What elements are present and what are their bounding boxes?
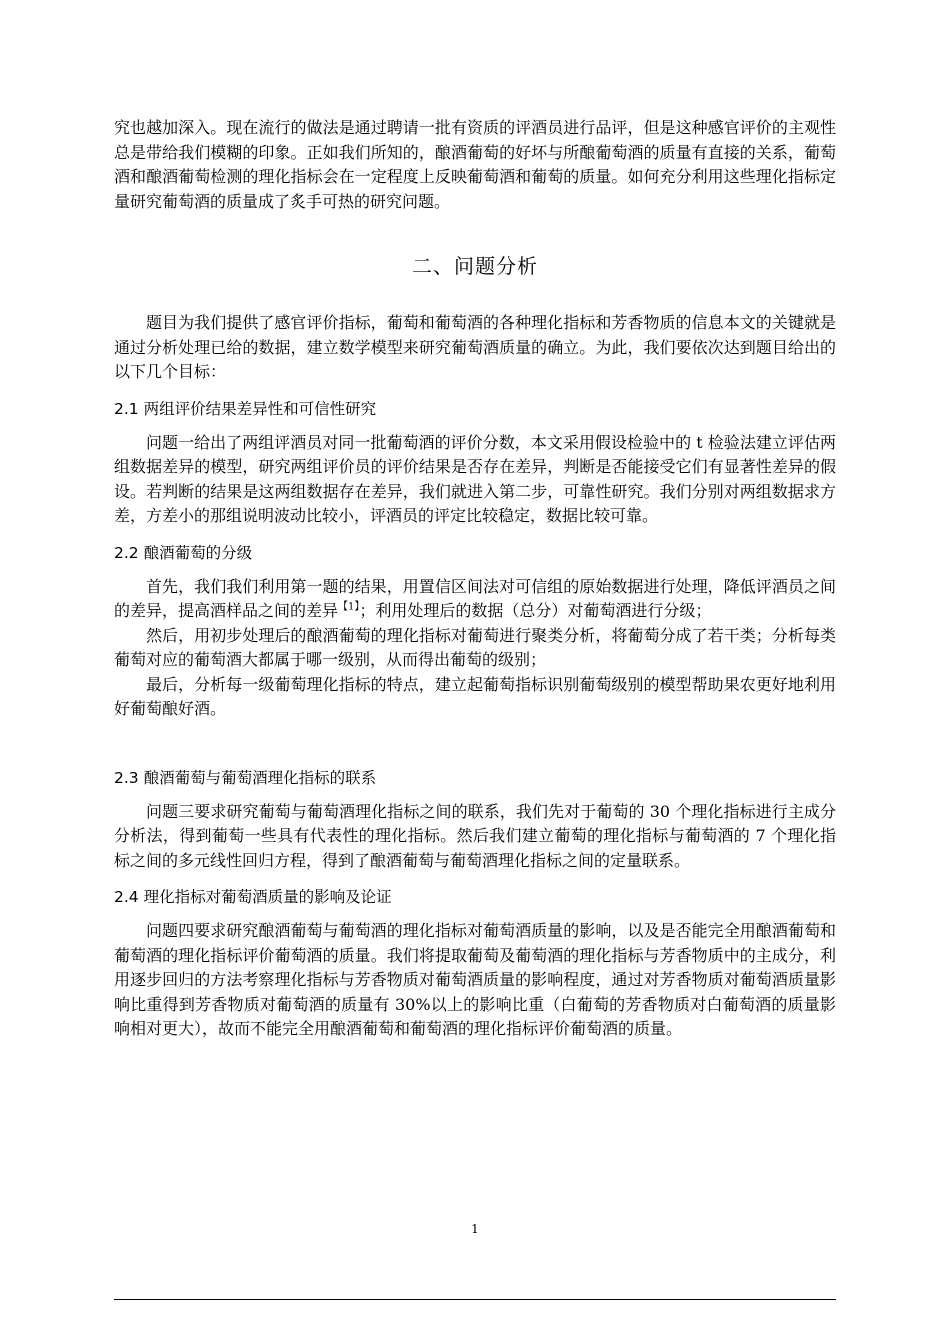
subsection-2-2-paragraph-2: 然后，用初步处理后的酿酒葡萄的理化指标对葡萄进行聚类分析，将葡萄分成了若干类；分析每类葡萄对应的葡萄酒大都属于哪一级别，从而得出葡萄的级别；	[114, 625, 836, 669]
citation-ref-1: 【1】	[338, 601, 360, 613]
subsection-2-4-heading: 2.4 理化指标对葡萄酒质量的影响及论证	[114, 888, 392, 906]
subsection-2-2-paragraph-1	[114, 575, 836, 624]
subsection-2-1-body: 问题一给出了两组评酒员对同一批葡萄酒的评价分数，本文采用假设检验中的 t 检验法建立评估两组数据差异的模型，研究两组评价员的评价结果是否存在差异，判断是否能接受它们有显著性差异的假设。若判断的结果是这两组数据存在差异，我们就进入第二步，可靠性研究。我们分别对两组数据求方差，方差小的那组说明波动比较小，评酒员的评定比较稳定，数据比较可靠。	[114, 432, 836, 525]
subsection-2-2-heading: 2.2 酿酒葡萄的分级	[114, 543, 253, 562]
subsection-2-3-heading: 2.3 酿酒葡萄与葡萄酒理化指标的联系	[114, 768, 377, 787]
p1-text-after-ref: ；利用处理后的数据（总分）对葡萄酒进行分级；	[359, 601, 712, 620]
p1-text-before-ref: 首先，我们我们利用第一题的结果，用置信区间法对可信组的原始数据进行处理，降低评酒员之间的差异，提高酒样品之间的差异	[114, 576, 836, 620]
section-intro-paragraph: 题目为我们提供了感官评价指标，葡萄和葡萄酒的各种理化指标和芳香物质的信息本文的关键就是通过分析处理已给的数据，建立数学模型来研究葡萄酒质量的确立。为此，我们要依次达到题目给出的以下几个目标：	[114, 313, 836, 381]
subsection-2-3-body: 问题三要求研究葡萄与葡萄酒理化指标之间的联系，我们先对于葡萄的 30 个理化指标进行主成分分析法，得到葡萄一些具有代表性的理化指标。然后我们建立葡萄的理化指标与葡萄酒的 7 个理化指标之间的多元线性回归方程，得到了酿酒葡萄与葡萄酒理化指标之间的定量联系。	[114, 801, 836, 870]
subsection-2-1-heading: 2.1 两组评价结果差异性和可信性研究	[114, 399, 377, 418]
document-body	[114, 116, 836, 1042]
section-title: 二、问题分析	[412, 254, 538, 278]
subsection-2-2-paragraph-3: 最后，分析每一级葡萄理化指标的特点，建立起葡萄指标识别葡萄级别的模型帮助果农更好地利用好葡萄酿好酒。	[114, 674, 836, 718]
intro-paragraph: 究也越加深入。现在流行的做法是通过聘请一批有资质的评酒员进行品评，但是这种感官评价的主观性总是带给我们模糊的印象。正如我们所知的，酿酒葡萄的好坏与所酿葡萄酒的质量有直接的关系，葡萄酒和酿酒葡萄检测的理化指标会在一定程度上反映葡萄酒和葡萄的质量。如何充分利用这些理化指标定量研究葡萄酒的质量成了炙手可热的研究问题。	[114, 118, 836, 211]
footer-rule	[114, 1299, 836, 1300]
page-number: 1	[471, 1222, 479, 1236]
subsection-2-4-body: 问题四要求研究酿酒葡萄与葡萄酒的理化指标对葡萄酒质量的影响，以及是否能完全用酿酒葡萄和葡萄酒的理化指标评价葡萄酒的质量。我们将提取葡萄及葡萄酒的理化指标与芳香物质中的主成分，利用逐步回归的方法考察理化指标与芳香物质对葡萄酒质量的影响程度，通过对芳香物质对葡萄酒质量影响比重得到芳香物质对葡萄酒的质量有 30%以上的影响比重（白葡萄的芳香物质对白葡萄酒的质量影响相对更大），故而不能完全用酿酒葡萄和葡萄酒的理化指标评价葡萄酒的质量。	[114, 921, 836, 1038]
